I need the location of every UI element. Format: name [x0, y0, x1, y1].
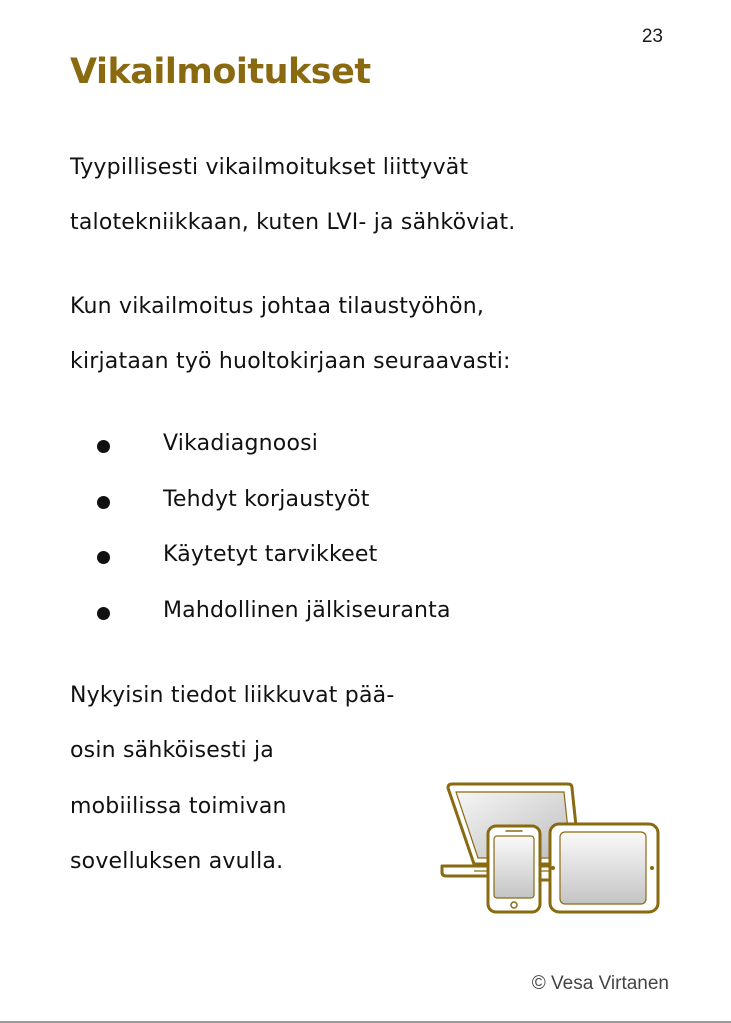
- list-item-text: Vikadiagnoosi: [163, 431, 319, 456]
- paragraph-3-line-2: osin sähköisesti ja: [70, 738, 274, 763]
- devices-icon: [440, 780, 662, 915]
- list-item-text: Käytetyt tarvikkeet: [163, 542, 378, 567]
- copyright-footer: © Vesa Virtanen: [531, 973, 669, 994]
- list-item: [0, 598, 600, 628]
- list-item: [0, 431, 600, 461]
- bullet-dot-icon: [97, 440, 110, 453]
- paragraph-3-line-4: sovelluksen avulla.: [70, 849, 284, 874]
- paragraph-1-line-1: Tyypillisesti vikailmoitukset liittyvät: [70, 155, 469, 180]
- paragraph-2-line-2: kirjataan työ huoltokirjaan seuraavasti:: [70, 349, 511, 374]
- bullet-dot-icon: [97, 607, 110, 620]
- list-item: [0, 487, 600, 517]
- tablet-icon: [550, 824, 658, 912]
- page-title: Vikailmoitukset: [70, 52, 371, 92]
- phone-icon: [488, 826, 540, 912]
- paragraph-1-line-2: talotekniikkaan, kuten LVI- ja sähköviat.: [70, 210, 516, 235]
- list-item-text: Mahdollinen jälkiseuranta: [163, 598, 451, 623]
- bullet-dot-icon: [97, 551, 110, 564]
- paragraph-2-line-1: Kun vikailmoitus johtaa tilaustyöhön,: [70, 294, 485, 319]
- paragraph-3-line-3: mobiilissa toimivan: [70, 794, 287, 819]
- page-number: 23: [641, 26, 663, 47]
- list-item: [0, 542, 600, 572]
- list-item-text: Tehdyt korjaustyöt: [163, 487, 370, 512]
- bullet-dot-icon: [97, 496, 110, 509]
- paragraph-3-line-1: Nykyisin tiedot liikkuvat pää-: [70, 683, 395, 708]
